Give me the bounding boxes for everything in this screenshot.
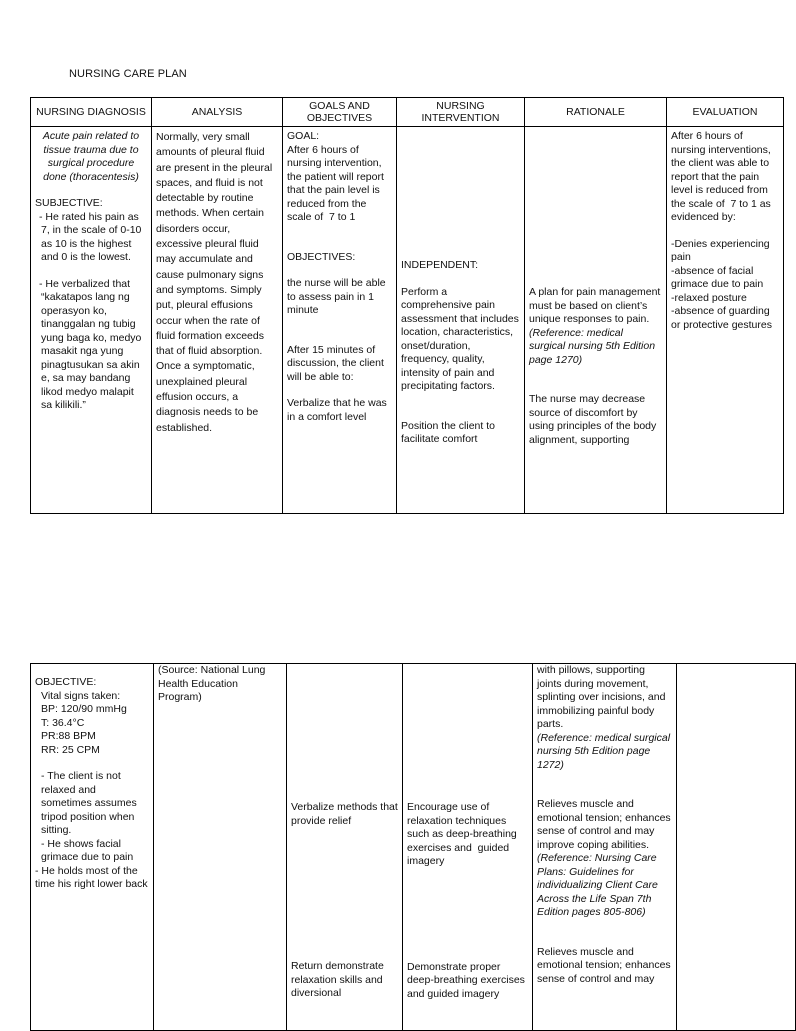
header-nursing-intervention: NURSING INTERVENTION [397,98,525,127]
analysis-text: Normally, very small amounts of pleural fluid are present in the pleural spaces, and fluid is not detectable by routine methods. When certain disorders occur, excessive pleural fluid may accumulate and cause pulmonary signs and symptoms. Simply put, pleural effusions occur when the rate of fluid formation exceeds that of fluid absorption. Once a symptomatic, unexplained pleural effusion occurs, a diagnosis needs to be established. [156,131,276,434]
evaluation-text: After 6 hours of nursing interventions, the client was able to report that the pain level is reduced from the scale of 7 to 1 as evidenced by: [671,130,774,223]
objective-2: After 15 minutes of discussion, the client will be able to: [287,343,387,383]
care-plan-table-page-1 [30,97,784,514]
objective-cue-3: - He holds most of the time his right lower back [35,864,148,890]
header-evaluation: EVALUATION [667,98,784,127]
intervention-cell-page-2 [403,664,533,1031]
analysis-cell [152,127,283,514]
goals-cell [283,127,397,514]
objective-3: Verbalize that he was in a comfort level [287,397,390,423]
goal-label: GOAL: [287,130,320,142]
subjective-cue-2: - He verbalized that “kakatapos lang ng operasyon ko, tinanggalan ng tubig yung baga ko, medyo masakit nga yung pinagtusukan sa akin e, sa may bandang likod medyo malapit sa kilikili.” [39,277,145,411]
intervention-cell [397,127,525,514]
rationale-cell-page-2 [533,664,677,1031]
vital-respiratory-rate: RR: 25 CPM [41,743,100,756]
objective-cue-2: - He shows facial grimace due to pain [41,837,134,863]
intervention-1: Perform a comprehensive pain assessment that includes location, characteristics, onset/duration, frequency, quality, intensity of pain and precipitating factors. [401,285,522,392]
subjective-cue-1: - He rated his pain as 7, in the scale of 0-10 as 10 is the highest and 0 is the lowest. [39,210,145,263]
header-analysis: ANALYSIS [152,98,283,127]
evaluation-item-3: -relaxed posture [671,291,747,304]
table-row [31,664,796,1031]
header-goals-objectives: GOALS AND OBJECTIVES [283,98,397,127]
vital-pulse-rate: PR:88 BPM [41,730,96,742]
rationale-4: Relieves muscle and emotional tension; enhances sense of control and may [537,945,674,985]
goals-cell-page-2 [287,664,403,1031]
objective-cue-1: - The client is not relaxed and sometimes assumes tripod position when sitting. [41,770,140,836]
objective-1: the nurse will be able to assess pain in 1 minute [287,277,389,316]
intervention-2: Position the client to facilitate comfort [401,419,498,445]
evaluation-cell-page-2 [677,664,796,1031]
objective-label: OBJECTIVE: [35,676,97,688]
evaluation-item-4: -absence of guarding or protective gestures [671,305,773,331]
document-title: NURSING CARE PLAN [69,68,187,80]
rationale-continued: with pillows, supporting joints during movement, splinting over incisions, and immobilizing painful body parts. [537,664,669,730]
rationale-3-reference: (Reference: Nursing Care Plans: Guidelines for individualizing Client Care Across the Life Span 7th Edition pages 805-806) [537,852,661,918]
analysis-source: (Source: National Lung Health Education Program) [158,664,269,703]
evaluation-item-1: -Denies experiencing pain [671,237,773,263]
rationale-continued-reference: (Reference: medical surgical nursing 5th Edition page 1272) [537,731,673,771]
table-row [31,127,784,514]
rationale-3: Relieves muscle and emotional tension; enhances sense of control and may improve coping abilities. [537,798,674,851]
intervention-3: Encourage use of relaxation techniques such as deep-breathing exercises and guided imagery [407,801,520,867]
vital-signs-label: Vital signs taken: [41,689,121,702]
subjective-label: SUBJECTIVE: [35,197,103,209]
nursing-diagnosis-cell [31,127,152,514]
header-rationale: RATIONALE [525,98,667,127]
objectives-label: OBJECTIVES: [287,250,356,263]
evaluation-item-2: -absence of facial grimace due to pain [671,264,764,290]
goal-objective-5: Return demonstrate relaxation skills and diversional [291,960,387,999]
rationale-2: The nurse may decrease source of discomfort by using principles of the body alignment, supporting [529,393,660,446]
goal-objective-4: Verbalize methods that provide relief [291,801,401,827]
evaluation-cell [667,127,784,514]
header-nursing-diagnosis: NURSING DIAGNOSIS [31,98,152,127]
analysis-source-cell [154,664,287,1031]
vital-temperature: T: 36.4°C [41,716,85,729]
nursing-diagnosis-statement: Acute pain related to tissue trauma due to surgical procedure done (thoracentesis) [42,130,143,183]
objective-cues-cell [31,664,154,1031]
care-plan-table-page-2 [30,663,796,1031]
table-header-row [31,98,784,127]
goal-text: After 6 hours of nursing intervention, the patient will report that the pain level is reduced from the scale of 7 to 1 [287,143,387,223]
rationale-1-reference: (Reference: medical surgical nursing 5th Edition page 1270) [529,326,658,366]
vital-bp: BP: 120/90 mmHg [41,703,127,715]
rationale-1: A plan for pain management must be based on client’s unique responses to pain. [529,286,664,325]
rationale-cell [525,127,667,514]
intervention-4: Demonstrate proper deep-breathing exercises and guided imagery [407,960,528,1000]
independent-label: INDEPENDENT: [401,259,479,271]
